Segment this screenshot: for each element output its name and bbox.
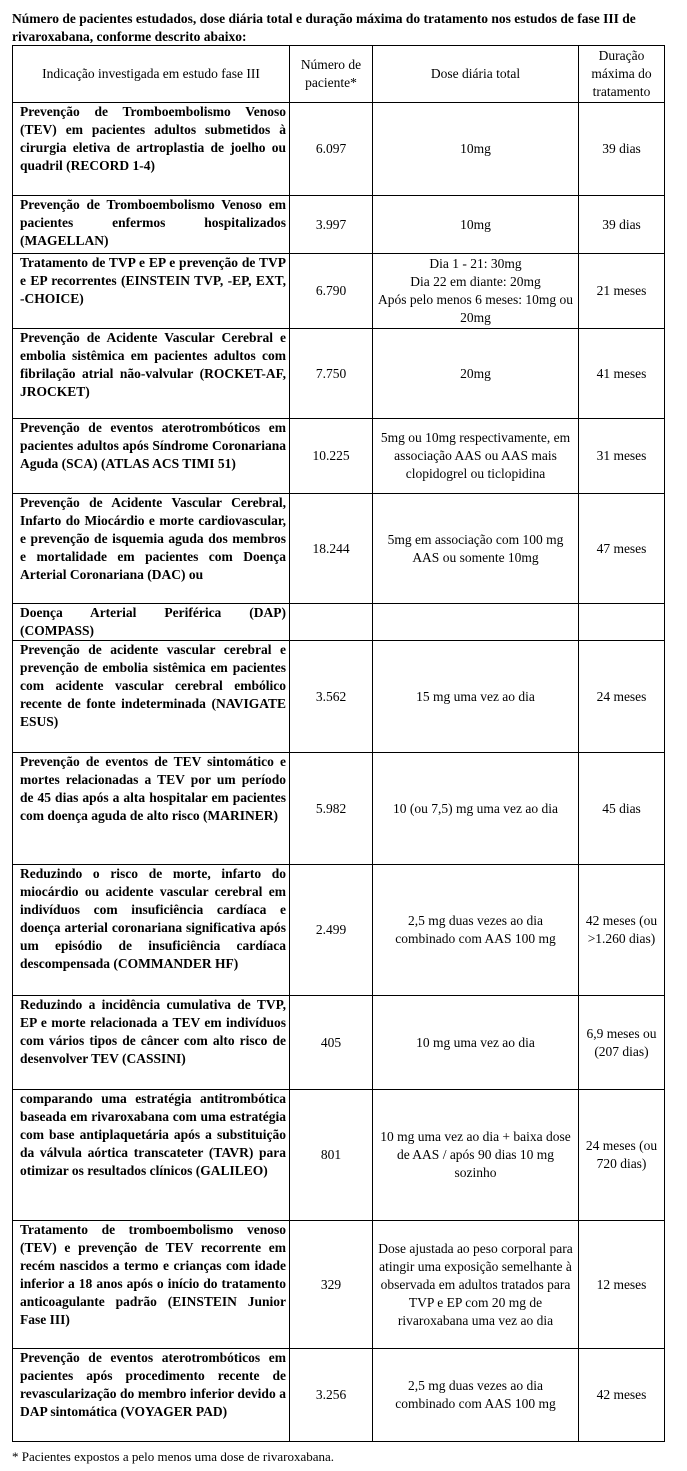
patients-cell: 18.244 xyxy=(290,494,373,604)
duration-cell: 24 meses (ou 720 dias) xyxy=(579,1090,665,1221)
duration-cell: 39 dias xyxy=(579,196,665,254)
indication-cell: Prevenção de Tromboembolismo Venoso (TEV) em pacientes adultos submetidos à cirurgia eletiva de artroplastia de joelho ou quadril (RECORD 1-4) xyxy=(13,103,290,196)
indication-cell: Prevenção de Acidente Vascular Cerebral, Infarto do Miocárdio e morte cardiovascular, e prevenção de isquemia aguda dos membros e mortalidade em pacientes com Doença Arterial Coronariana (DAC) ou xyxy=(13,494,290,604)
table-row xyxy=(13,641,665,753)
table-row xyxy=(13,1221,665,1349)
dose-cell: 2,5 mg duas vezes ao dia combinado com AAS 100 mg xyxy=(373,865,579,996)
header-row xyxy=(13,46,665,103)
footnote: * Pacientes expostos a pelo menos uma dose de rivaroxabana. xyxy=(12,1449,335,1464)
duration-cell: 31 meses xyxy=(579,419,665,494)
dose-cell: 20mg xyxy=(373,329,579,419)
header-indication: Indicação investigada em estudo fase III xyxy=(13,46,290,103)
trials-table xyxy=(12,45,665,1442)
patients-cell: 6.790 xyxy=(290,254,373,329)
indication-cell: comparando uma estratégia antitrombótica baseada em rivaroxabana com uma estratégia com base antiplaquetária após a substituição da válvula aórtica transcateter (TAVR) para otimizar os resultados clínicos (GALILEO) xyxy=(13,1090,290,1221)
table-row xyxy=(13,1349,665,1442)
patients-cell: 3.997 xyxy=(290,196,373,254)
table-row xyxy=(13,329,665,419)
patients-cell: 329 xyxy=(290,1221,373,1349)
dose-cell: 2,5 mg duas vezes ao dia combinado com AAS 100 mg xyxy=(373,1349,579,1442)
table-row xyxy=(13,753,665,865)
header-duration: Duração máxima do tratamento xyxy=(579,46,665,103)
indication-cell: Reduzindo a incidência cumulativa de TVP, EP e morte relacionada a TEV em indivíduos com vários tipos de câncer com alto risco de desenvolver TEV (CASSINI) xyxy=(13,996,290,1090)
duration-cell: 12 meses xyxy=(579,1221,665,1349)
patients-cell: 6.097 xyxy=(290,103,373,196)
table-row xyxy=(13,494,665,604)
table-body xyxy=(13,103,665,1442)
table-row xyxy=(13,419,665,494)
patients-cell: 3.562 xyxy=(290,641,373,753)
patients-cell: 5.982 xyxy=(290,753,373,865)
document-title: Número de pacientes estudados, dose diária total e duração máxima do tratamento nos estudos de fase III de rivaroxabana, conforme descrito abaixo: xyxy=(12,11,636,44)
duration-cell: 47 meses xyxy=(579,494,665,604)
header-dose: Dose diária total xyxy=(373,46,579,103)
table-row xyxy=(13,196,665,254)
patients-cell: 10.225 xyxy=(290,419,373,494)
dose-cell: Dose ajustada ao peso corporal para atingir uma exposição semelhante à observada em adultos tratados para TVP e EP com 20 mg de rivaroxabana uma vez ao dia xyxy=(373,1221,579,1349)
dose-cell: 10 (ou 7,5) mg uma vez ao dia xyxy=(373,753,579,865)
indication-cell: Tratamento de tromboembolismo venoso (TEV) e prevenção de TEV recorrente em recém nascidos a termo e crianças com idade inferior a 18 anos após o início do tratamento anticoagulante padrão (EINSTEIN Junior Fase III) xyxy=(13,1221,290,1349)
duration-cell xyxy=(579,604,665,641)
dose-cell xyxy=(373,604,579,641)
patients-cell: 405 xyxy=(290,996,373,1090)
table-row xyxy=(13,103,665,196)
indication-cell: Prevenção de Tromboembolismo Venoso em pacientes enfermos hospitalizados (MAGELLAN) xyxy=(13,196,290,254)
duration-cell: 24 meses xyxy=(579,641,665,753)
indication-cell: Prevenção de acidente vascular cerebral e prevenção de embolia sistêmica em pacientes com acidente vascular cerebral embólico recente de fonte indeterminada (NAVIGATE ESUS) xyxy=(13,641,290,753)
table-row xyxy=(13,604,665,641)
dose-cell: 15 mg uma vez ao dia xyxy=(373,641,579,753)
duration-cell: 42 meses xyxy=(579,1349,665,1442)
patients-cell: 801 xyxy=(290,1090,373,1221)
table-row xyxy=(13,865,665,996)
indication-cell: Prevenção de eventos aterotrombóticos em pacientes após procedimento recente de revascularização do membro inferior devido a DAP sintomática (VOYAGER PAD) xyxy=(13,1349,290,1442)
dose-cell: 10mg xyxy=(373,103,579,196)
table-row xyxy=(13,254,665,329)
patients-cell: 2.499 xyxy=(290,865,373,996)
indication-cell: Prevenção de eventos aterotrombóticos em pacientes adultos após Síndrome Coronariana Aguda (SCA) (ATLAS ACS TIMI 51) xyxy=(13,419,290,494)
indication-cell: Prevenção de eventos de TEV sintomático e mortes relacionadas a TEV por um período de 45 dias após a alta hospitalar em pacientes com doença aguda de alto risco (MARINER) xyxy=(13,753,290,865)
table-row xyxy=(13,1090,665,1221)
dose-cell: 10 mg uma vez ao dia + baixa dose de AAS / após 90 dias 10 mg sozinho xyxy=(373,1090,579,1221)
patients-cell: 7.750 xyxy=(290,329,373,419)
duration-cell: 39 dias xyxy=(579,103,665,196)
duration-cell: 41 meses xyxy=(579,329,665,419)
indication-cell: Tratamento de TVP e EP e prevenção de TVP e EP recorrentes (EINSTEIN TVP, -EP, EXT, -CHOICE) xyxy=(13,254,290,329)
duration-cell: 45 dias xyxy=(579,753,665,865)
dose-cell: 10 mg uma vez ao dia xyxy=(373,996,579,1090)
dose-cell: 5mg em associação com 100 mg AAS ou somente 10mg xyxy=(373,494,579,604)
indication-cell: Reduzindo o risco de morte, infarto do miocárdio ou acidente vascular cerebral em indivíduos com insuficiência cardíaca e doença arterial coronariana significativa após um episódio de insuficiência cardíaca descompensada (COMMANDER HF) xyxy=(13,865,290,996)
dose-cell: 10mg xyxy=(373,196,579,254)
indication-cell: Prevenção de Acidente Vascular Cerebral e embolia sistêmica em pacientes adultos com fibrilação atrial não-valvular (ROCKET-AF, JROCKET) xyxy=(13,329,290,419)
indication-cell: Doença Arterial Periférica (DAP) (COMPASS) xyxy=(13,604,290,641)
dose-cell: Dia 1 - 21: 30mg Dia 22 em diante: 20mg Após pelo menos 6 meses: 10mg ou 20mg xyxy=(373,254,579,329)
header-patients: Número de paciente* xyxy=(290,46,373,103)
patients-cell xyxy=(290,604,373,641)
duration-cell: 6,9 meses ou (207 dias) xyxy=(579,996,665,1090)
patients-cell: 3.256 xyxy=(290,1349,373,1442)
duration-cell: 21 meses xyxy=(579,254,665,329)
duration-cell: 42 meses (ou >1.260 dias) xyxy=(579,865,665,996)
dose-cell: 5mg ou 10mg respectivamente, em associação AAS ou AAS mais clopidogrel ou ticlopidina xyxy=(373,419,579,494)
table-row xyxy=(13,996,665,1090)
table-header xyxy=(13,46,665,103)
